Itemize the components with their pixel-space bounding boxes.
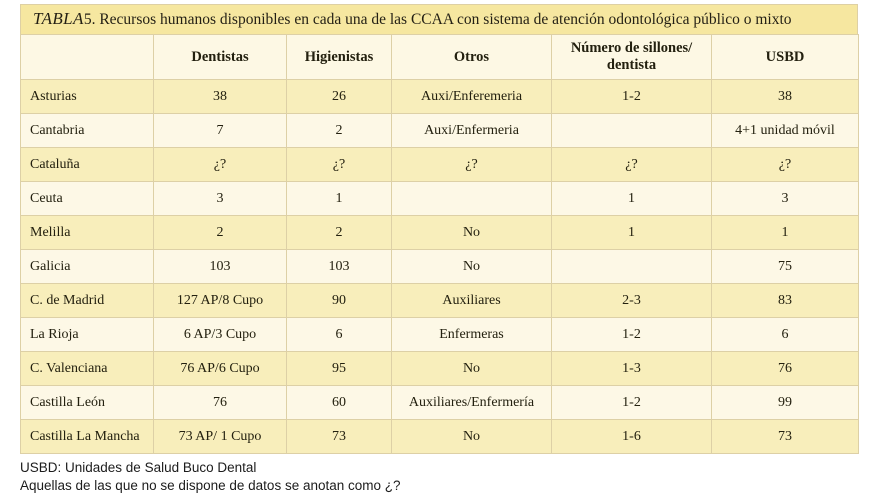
cell-region: Castilla La Mancha [21, 420, 154, 454]
table-row [21, 284, 859, 318]
cell-sillones: 1 [552, 216, 712, 250]
cell-otros [392, 182, 552, 216]
cell-dentistas: 38 [154, 80, 287, 114]
cell-usbd: 1 [712, 216, 859, 250]
column-header-otros: Otros [392, 35, 552, 80]
footnote-usbd: USBD: Unidades de Salud Buco Dental [20, 460, 257, 475]
cell-sillones: 1-2 [552, 80, 712, 114]
table-header [21, 35, 859, 80]
cell-dentistas: 6 AP/3 Cupo [154, 318, 287, 352]
cell-sillones: 1-6 [552, 420, 712, 454]
caption-label: TABLA [33, 9, 84, 28]
cell-usbd: 38 [712, 80, 859, 114]
cell-higienistas: 103 [287, 250, 392, 284]
cell-sillones: 1-2 [552, 318, 712, 352]
cell-dentistas: 76 AP/6 Cupo [154, 352, 287, 386]
footnote-missing-data: Aquellas de las que no se dispone de datos se anotan como ¿? [20, 477, 401, 493]
cell-dentistas: 76 [154, 386, 287, 420]
cell-higienistas: 6 [287, 318, 392, 352]
table-container [20, 4, 858, 454]
cell-higienistas: 2 [287, 114, 392, 148]
cell-higienistas: 2 [287, 216, 392, 250]
cell-region: Asturias [21, 80, 154, 114]
cell-region: C. Valenciana [21, 352, 154, 386]
table-caption [20, 4, 858, 34]
cell-otros: No [392, 216, 552, 250]
cell-region: Castilla León [21, 386, 154, 420]
cell-dentistas: 7 [154, 114, 287, 148]
cell-otros: No [392, 420, 552, 454]
cell-otros: ¿? [392, 148, 552, 182]
cell-region: C. de Madrid [21, 284, 154, 318]
cell-higienistas: ¿? [287, 148, 392, 182]
cell-usbd: 83 [712, 284, 859, 318]
table-row [21, 80, 859, 114]
cell-dentistas: ¿? [154, 148, 287, 182]
cell-usbd: 6 [712, 318, 859, 352]
table-row [21, 148, 859, 182]
column-header-dentistas: Dentistas [154, 35, 287, 80]
cell-sillones: 1 [552, 182, 712, 216]
table-row [21, 420, 859, 454]
cell-otros: Auxi/Enferemeria [392, 80, 552, 114]
cell-sillones: 1-3 [552, 352, 712, 386]
table-row [21, 250, 859, 284]
table-row [21, 182, 859, 216]
cell-otros: No [392, 352, 552, 386]
cell-usbd: 76 [712, 352, 859, 386]
cell-higienistas: 90 [287, 284, 392, 318]
table-body [21, 80, 859, 454]
cell-dentistas: 2 [154, 216, 287, 250]
table-row [21, 114, 859, 148]
cell-usbd: 73 [712, 420, 859, 454]
cell-otros: Enfermeras [392, 318, 552, 352]
caption-number: 5. [83, 11, 96, 28]
cell-sillones: 1-2 [552, 386, 712, 420]
cell-region: Melilla [21, 216, 154, 250]
cell-usbd: 75 [712, 250, 859, 284]
cell-otros: Auxiliares [392, 284, 552, 318]
cell-higienistas: 60 [287, 386, 392, 420]
cell-dentistas: 103 [154, 250, 287, 284]
cell-region: Cantabria [21, 114, 154, 148]
cell-sillones: 2-3 [552, 284, 712, 318]
table-row [21, 318, 859, 352]
cell-higienistas: 95 [287, 352, 392, 386]
cell-usbd: 3 [712, 182, 859, 216]
cell-sillones: ¿? [552, 148, 712, 182]
cell-higienistas: 1 [287, 182, 392, 216]
column-header-sillones: Número de sillones/ dentista [552, 35, 712, 80]
cell-sillones [552, 114, 712, 148]
cell-region: Galicia [21, 250, 154, 284]
cell-usbd: 99 [712, 386, 859, 420]
caption-text: Recursos humanos disponibles en cada una de las CCAA con sistema de atención odontológica público o mixto [99, 11, 792, 28]
cell-otros: Auxiliares/Enfermería [392, 386, 552, 420]
table-row [21, 386, 859, 420]
column-header-usbd: USBD [712, 35, 859, 80]
table-footnotes [20, 459, 401, 495]
cell-dentistas: 73 AP/ 1 Cupo [154, 420, 287, 454]
column-header-region [21, 35, 154, 80]
cell-usbd: ¿? [712, 148, 859, 182]
cell-otros: Auxi/Enfermeria [392, 114, 552, 148]
header-row [21, 35, 859, 80]
cell-region: Cataluña [21, 148, 154, 182]
table-row [21, 216, 859, 250]
resources-table [20, 34, 859, 454]
table-row [21, 352, 859, 386]
cell-region: La Rioja [21, 318, 154, 352]
cell-higienistas: 73 [287, 420, 392, 454]
cell-dentistas: 3 [154, 182, 287, 216]
cell-region: Ceuta [21, 182, 154, 216]
cell-usbd: 4+1 unidad móvil [712, 114, 859, 148]
cell-higienistas: 26 [287, 80, 392, 114]
cell-sillones [552, 250, 712, 284]
cell-dentistas: 127 AP/8 Cupo [154, 284, 287, 318]
column-header-higienistas: Higienistas [287, 35, 392, 80]
cell-otros: No [392, 250, 552, 284]
